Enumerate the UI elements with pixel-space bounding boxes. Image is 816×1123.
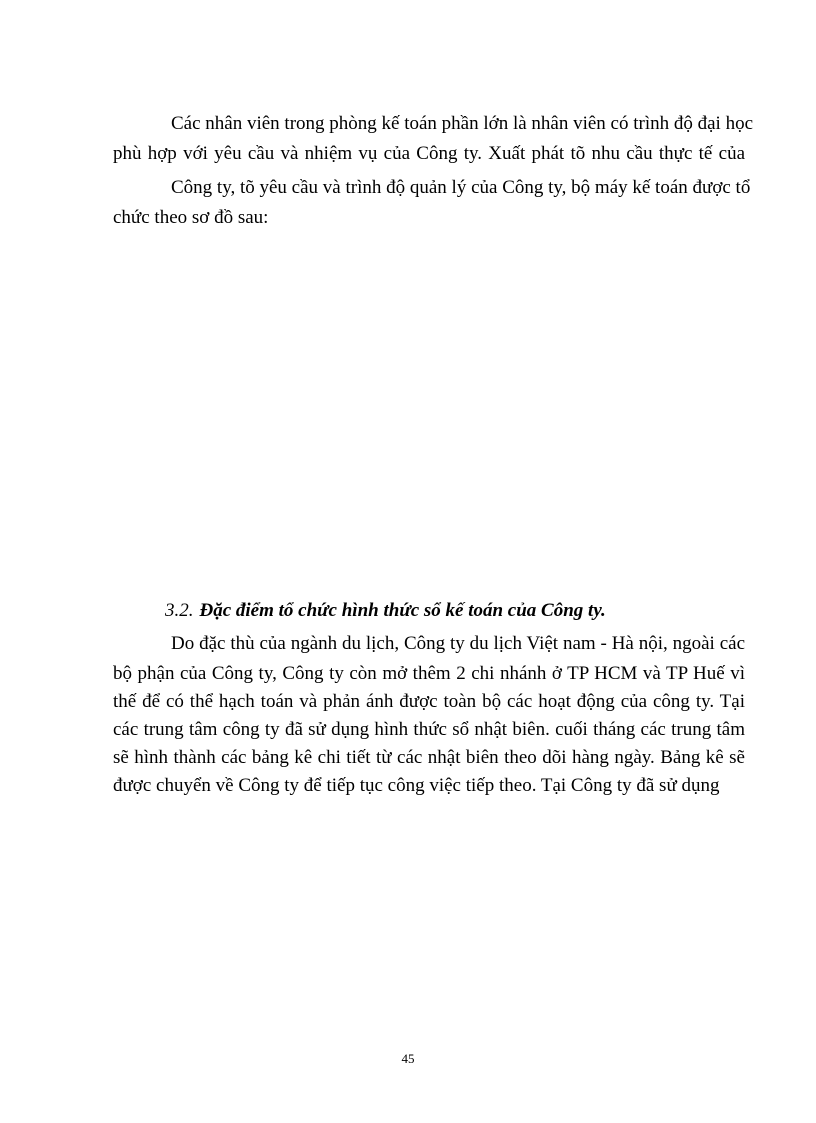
page-number: 45 (401, 1051, 415, 1066)
paragraph2-line-6: được chuyển về Công ty để tiếp tục công việc tiếp theo. Tại Công ty đã sử dụng (113, 775, 720, 796)
paragraph2-line-4: các trung tâm công ty đã sử dụng hình thức sổ nhật biên. cuối tháng các trung tâm (113, 719, 745, 740)
section-heading (165, 598, 606, 624)
paragraph2-line-1: Do đặc thù của ngành du lịch, Công ty du lịch Việt nam - Hà nội, ngoài các (171, 633, 745, 654)
section-number: 3.2. (165, 600, 194, 621)
paragraph2-line-5: sẽ hình thành các bảng kê chi tiết từ các nhật biên theo dõi hàng ngày. Bảng kê sẽ (113, 747, 745, 768)
paragraph1-line-1: Các nhân viên trong phòng kế toán phần lớn là nhân viên có trình độ đại học (171, 113, 754, 134)
paragraph2-line-3: thế để có thể hạch toán và phản ánh được toàn bộ các hoạt động của công ty. Tại (113, 691, 745, 712)
paragraph1-line-3: Công ty, tõ yêu cầu và trình độ quản lý của Công ty, bộ máy kế toán được tổ (171, 177, 751, 198)
section-title: Đặc điểm tổ chức hình thức sổ kế toán của Công ty. (199, 600, 606, 621)
paragraph1-line-2: phù hợp với yêu cầu và nhiệm vụ của Công ty. Xuất phát tõ nhu cầu thực tế của (113, 143, 745, 164)
paragraph1-line-4: chức theo sơ đồ sau: (113, 207, 269, 228)
paragraph2-line-2: bộ phận của Công ty, Công ty còn mở thêm 2 chi nhánh ở TP HCM và TP Huế vì (113, 663, 745, 684)
